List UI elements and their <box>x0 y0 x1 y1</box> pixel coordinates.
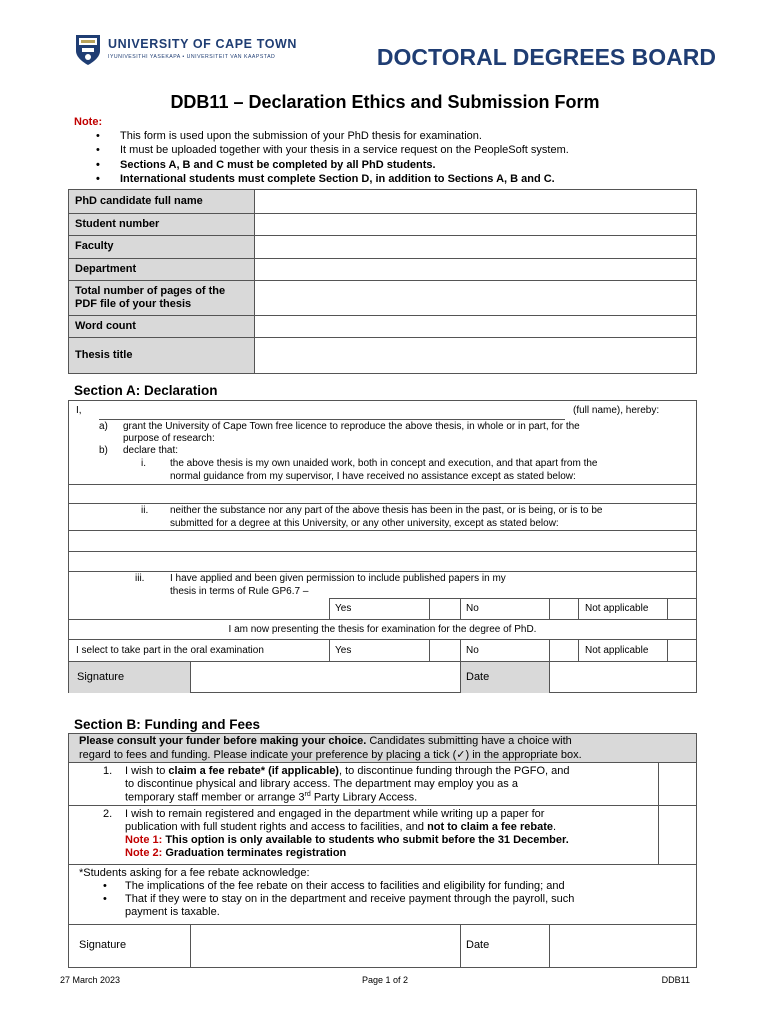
footer-code: DDB11 <box>661 975 690 985</box>
oral-exam-label: I select to take part in the oral examination <box>76 645 264 656</box>
option-1-marker: 1. <box>103 765 113 777</box>
date-label-b: Date <box>466 939 490 951</box>
sub-i-exceptions-field[interactable] <box>69 485 696 503</box>
faculty-field[interactable] <box>255 236 697 259</box>
sub-ii-exceptions-field-2[interactable] <box>69 552 696 571</box>
note-item: • International students must complete Section D, in addition to Sections A, B and C. <box>96 172 569 186</box>
option-2-line2: publication with full student rights and access to facilities, and not to claim a fee rebate. <box>125 821 557 833</box>
section-a-box <box>68 400 697 693</box>
papers-yes-checkbox[interactable] <box>430 599 460 619</box>
signature-label-b: Signature <box>79 939 127 951</box>
university-name: UNIVERSITY OF CAPE TOWN <box>108 37 298 51</box>
label-department: Department <box>69 259 255 281</box>
ack-bullet-2: • <box>103 893 107 905</box>
label-page-count: Total number of pages of the PDF file of your thesis <box>69 281 255 316</box>
item-b-text: declare that: <box>123 445 179 456</box>
signature-label-a: Signature <box>77 671 125 683</box>
footer-page: Page 1 of 2 <box>361 975 409 985</box>
note-label: Note: <box>74 116 103 128</box>
sub-i-line2: normal guidance from my supervisor, I have received no assistance except as stated below: <box>170 471 576 482</box>
papers-no-checkbox[interactable] <box>550 599 578 619</box>
ack-bullet-1: • <box>103 880 107 892</box>
note-list <box>96 129 569 186</box>
item-a-text-cont: purpose of research: <box>123 433 215 444</box>
sub-i-line1: the above thesis is my own unaided work, both in concept and execution, and that apart from the <box>170 458 598 469</box>
note-item: • This form is used upon the submission of your PhD thesis for examination. <box>96 129 569 143</box>
oral-yes-label: Yes <box>335 645 352 656</box>
signature-field-b[interactable] <box>191 925 459 967</box>
option-1-tick-box[interactable] <box>659 763 696 804</box>
note-item: • It must be uploaded together with your thesis in a service request on the PeopleSoft system. <box>96 143 569 157</box>
sub-iii-line2: thesis in terms of Rule GP6.7 – <box>170 586 309 597</box>
ack-item-1: The implications of the fee rebate on their access to facilities and eligibility for funding; and <box>125 880 565 892</box>
option-1-line3: temporary staff member or arrange 3rd Party Library Access. <box>125 791 418 804</box>
student-number-field[interactable] <box>255 214 697 236</box>
ack-item-2-line1: That if they were to stay on in the department and receive payment through the payroll, such <box>125 893 575 905</box>
item-b-marker: b) <box>99 445 108 456</box>
page-count-field[interactable] <box>255 281 697 316</box>
full-name-field[interactable] <box>255 190 697 214</box>
oral-na-label: Not applicable <box>585 645 649 656</box>
footer-date: 27 March 2023 <box>60 975 121 985</box>
signature-field-a[interactable] <box>191 662 459 693</box>
sub-ii-exceptions-field-1[interactable] <box>69 531 696 551</box>
date-label-a: Date <box>466 671 490 683</box>
uct-logo <box>74 33 314 69</box>
option-1-line2: to discontinue physical and library access. The department may employ you as a <box>125 778 518 790</box>
date-field-a[interactable] <box>550 662 696 693</box>
department-field[interactable] <box>255 259 697 281</box>
note-item: • Sections A, B and C must be completed by all PhD students. <box>96 158 569 172</box>
oral-no-label: No <box>466 645 479 656</box>
section-b-box <box>68 733 697 968</box>
option-2-line1: I wish to remain registered and engaged in the department while writing up a paper for <box>125 808 545 820</box>
full-name-suffix: (full name), hereby: <box>573 405 660 416</box>
ack-item-2-line2: payment is taxable. <box>125 906 220 918</box>
sub-ii-line2: submitted for a degree at this University, or any other university, except as stated below: <box>170 518 559 529</box>
papers-no-label: No <box>466 603 479 614</box>
oral-yes-checkbox[interactable] <box>430 640 460 661</box>
thesis-title-field[interactable] <box>255 338 697 374</box>
section-b-intro-line1: Please consult your funder before making your choice. Candidates submitting have a choice with <box>79 735 572 747</box>
presenting-text: I am now presenting the thesis for examination for the degree of PhD. <box>228 624 537 635</box>
oral-na-checkbox[interactable] <box>668 640 696 661</box>
item-a-marker: a) <box>99 421 108 432</box>
section-b-intro-line2: regard to fees and funding. Please indicate your preference by placing a tick (✓) in the appropriate box. <box>79 749 582 761</box>
label-student-number: Student number <box>69 214 255 236</box>
papers-na-label: Not applicable <box>585 603 649 614</box>
papers-yes-label: Yes <box>335 603 352 614</box>
ack-title: *Students asking for a fee rebate acknowledge: <box>79 867 310 879</box>
sub-iii-marker: iii. <box>135 573 145 584</box>
sub-ii-marker: ii. <box>141 505 149 516</box>
section-a-title: Section A: Declaration <box>74 383 218 398</box>
label-full-name: PhD candidate full name <box>69 190 255 214</box>
full-name-line[interactable] <box>99 419 565 420</box>
sub-iii-line1: I have applied and been given permission to include published papers in my <box>170 573 506 584</box>
item-a-text: grant the University of Cape Town free licence to reproduce the above thesis, in whole or in part, for the <box>123 421 580 432</box>
label-word-count: Word count <box>69 316 255 338</box>
word-count-field[interactable] <box>255 316 697 338</box>
option-2-note1: Note 1: This option is only available to students who submit before the 31 December. <box>125 834 569 846</box>
label-faculty: Faculty <box>69 236 255 259</box>
sub-i-marker: i. <box>141 458 146 469</box>
option-2-tick-box[interactable] <box>659 806 696 863</box>
papers-na-checkbox[interactable] <box>668 599 696 619</box>
section-b-title: Section B: Funding and Fees <box>74 717 261 732</box>
option-1-line1: I wish to claim a fee rebate* (if applicable), to discontinue funding through the PGFO, and <box>125 765 570 777</box>
label-thesis-title: Thesis title <box>69 338 255 374</box>
sub-ii-line1: neither the substance nor any part of the above thesis has been in the past, or is being, or is to be <box>170 505 603 516</box>
option-2-marker: 2. <box>103 808 113 820</box>
board-title: DOCTORAL DEGREES BOARD <box>376 44 716 70</box>
candidate-info-table <box>68 189 697 374</box>
university-subtitle: IYUNIVESITHI YASEKAPA • UNIVERSITEIT VAN KAAPSTAD <box>108 54 276 60</box>
form-title: DDB11 – Declaration Ethics and Submission Form <box>170 92 600 112</box>
uct-crest-icon <box>74 33 102 67</box>
oral-no-checkbox[interactable] <box>550 640 578 661</box>
date-field-b[interactable] <box>550 925 696 967</box>
i-label: I, <box>76 405 82 416</box>
option-2-note2: Note 2: Graduation terminates registration <box>125 847 347 859</box>
